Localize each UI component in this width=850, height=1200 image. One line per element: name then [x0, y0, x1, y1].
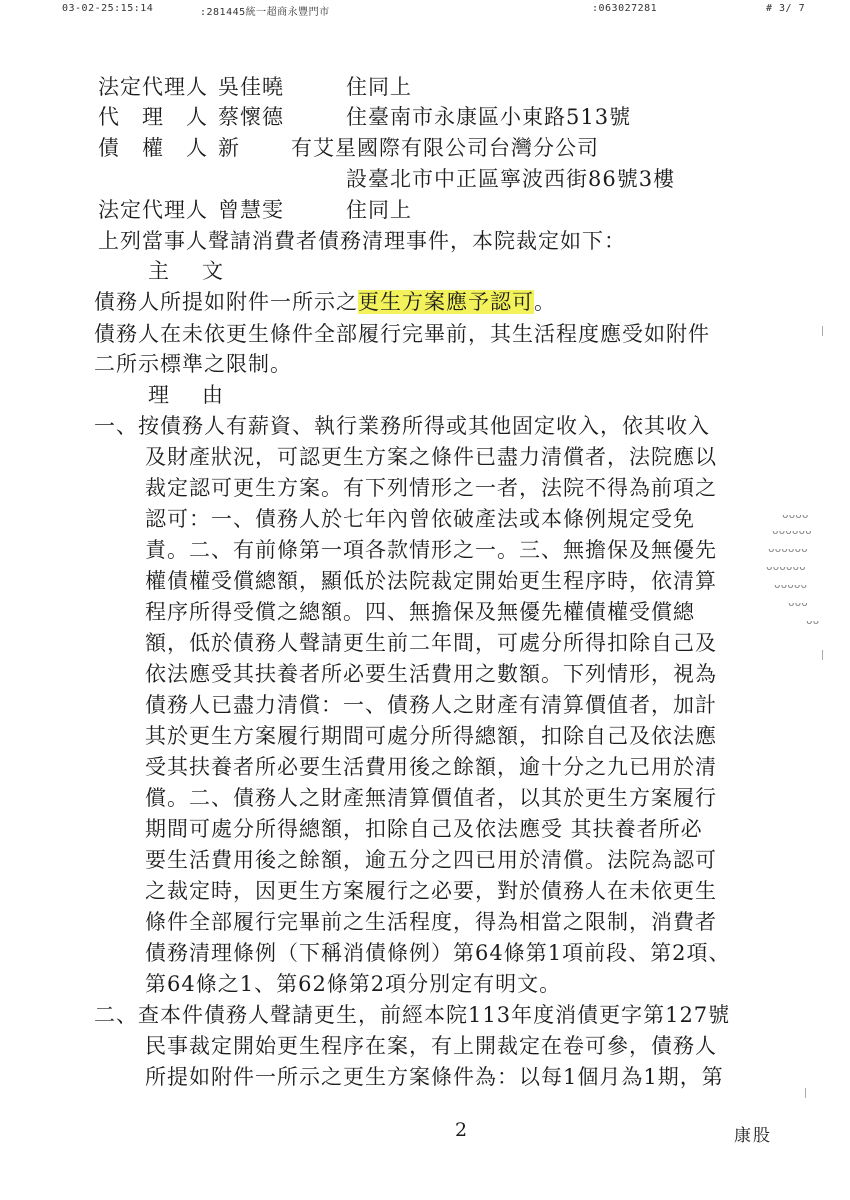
reason1-line: 其於更生方案履行期間可處分所得總額，扣除自己及依法應: [145, 724, 717, 748]
party-role: 債 權 人: [98, 136, 208, 160]
party-role: 法定代理人: [98, 75, 208, 99]
reason1-line: 依法應受其扶養者所必要生活費用之數額。下列情形，視為: [145, 662, 717, 686]
reason-heading: 理 由: [148, 383, 229, 407]
reason1-line: 期間可處分所得總額，扣除自己及依法應受 其扶養者所必: [145, 817, 703, 841]
main-text-line-2: 債務人在未依更生條件全部履行完畢前，其生活程度應受如附件: [94, 322, 710, 346]
reason1-line: 一、按債務人有薪資、執行業務所得或其他固定收入，依其收入: [94, 414, 710, 438]
fax-datetime: 03-02-25:15:14: [62, 3, 154, 14]
party-role: 代 理 人: [98, 105, 208, 129]
reason1-line: 認可：一、債務人於七年內曾依破產法或本條例規定受免: [145, 507, 695, 531]
party-name: 吳佳曉: [218, 75, 284, 99]
reason1-line: 償。二、債務人之財產無清算價值者，以其於更生方案履行: [145, 786, 717, 810]
reason1-line: 第64條之1、第62條第2項分別定有明文。: [145, 972, 562, 996]
reason1-line: 條件全部履行完畢前之生活程度，得為相當之限制，消費者: [145, 910, 717, 934]
highlighted-text: 更生方案應予認可: [358, 290, 534, 314]
fax-sender: :281445統一超商永豐門市: [200, 7, 330, 18]
fax-page: # 3/ 7: [766, 3, 806, 14]
reason1-line: 裁定認可更生方案。有下列情形之一者，法院不得為前項之: [145, 476, 717, 500]
reason1-line: 債務人已盡力清償：一、債務人之財產有清算價值者，加計: [145, 693, 717, 717]
reason1-line: 要生活費用後之餘額，逾五分之四已用於清償。法院為認可: [145, 848, 717, 872]
party-address: 住臺南市永康區小東路513號: [346, 105, 632, 129]
party-name: 新: [218, 136, 240, 160]
main-text-line-1: [94, 288, 556, 316]
party-name: 蔡懷德: [218, 105, 284, 129]
main-text-line-3: 二所示標準之限制。: [94, 352, 292, 376]
court-division: 康股: [734, 1126, 772, 1146]
scan-mark: [822, 650, 823, 660]
reason1-line: 債務清理條例（下稱消債條例）第64條第1項前段、第2項、: [145, 941, 731, 965]
fax-header: [0, 3, 850, 19]
party-role: 法定代理人: [98, 198, 208, 222]
binding-hole-marks: ᴗᴗᴗᴗ ᴗᴗᴗᴗᴗᴗ ᴗᴗᴗᴗᴗᴗ ᴗᴗᴗᴗᴗᴗ ᴗᴗᴗᴗᴗ ᴗᴗᴗ ᴗᴗ: [766, 508, 820, 627]
reason1-line: 程序所得受償之總額。四、無擔保及無優先權債權受償總: [145, 600, 695, 624]
main-text-suffix: 。: [534, 290, 556, 314]
fax-number: :063027281: [592, 3, 658, 14]
reason2-line: 民事裁定開始更生程序在案，有上開裁定在卷可參，債務人: [145, 1034, 717, 1058]
party-address: 住同上: [346, 198, 412, 222]
reason1-line: 及財產狀況，可認更生方案之條件已盡力清償者，法院應以: [145, 445, 717, 469]
reason1-line: 受其扶養者所必要生活費用後之餘額，逾十分之九已用於清: [145, 755, 717, 779]
scan-mark: [805, 1088, 806, 1098]
scan-mark: [822, 326, 823, 336]
reason1-line: 額，低於債務人聲請更生前二年間，可處分所得扣除自己及: [145, 631, 717, 655]
main-text-prefix: 債務人所提如附件一所示之: [94, 290, 358, 314]
party-creditor-address: 設臺北市中正區寧波西街86號3樓: [346, 167, 676, 191]
party-name: 曾慧雯: [218, 198, 284, 222]
reason1-line: 權債權受償總額，顯低於法院裁定開始更生程序時，依清算: [145, 569, 717, 593]
party-address: 住同上: [346, 75, 412, 99]
reason2-line: 二、查本件債務人聲請更生，前經本院113年度消債更字第127號: [94, 1003, 731, 1027]
intro-text: 上列當事人聲請消費者債務清理事件，本院裁定如下：: [98, 229, 626, 253]
page-number: 2: [455, 1119, 468, 1141]
party-address: 有艾星國際有限公司台灣分公司: [291, 136, 599, 160]
reason1-line: 之裁定時，因更生方案履行之必要，對於債務人在未依更生: [145, 879, 717, 903]
reason1-line: 責。二、有前條第一項各款情形之一。三、無擔保及無優先: [145, 538, 717, 562]
reason2-line: 所提如附件一所示之更生方案條件為：以每1個月為1期，第: [145, 1065, 724, 1089]
main-heading: 主 文: [148, 259, 229, 283]
